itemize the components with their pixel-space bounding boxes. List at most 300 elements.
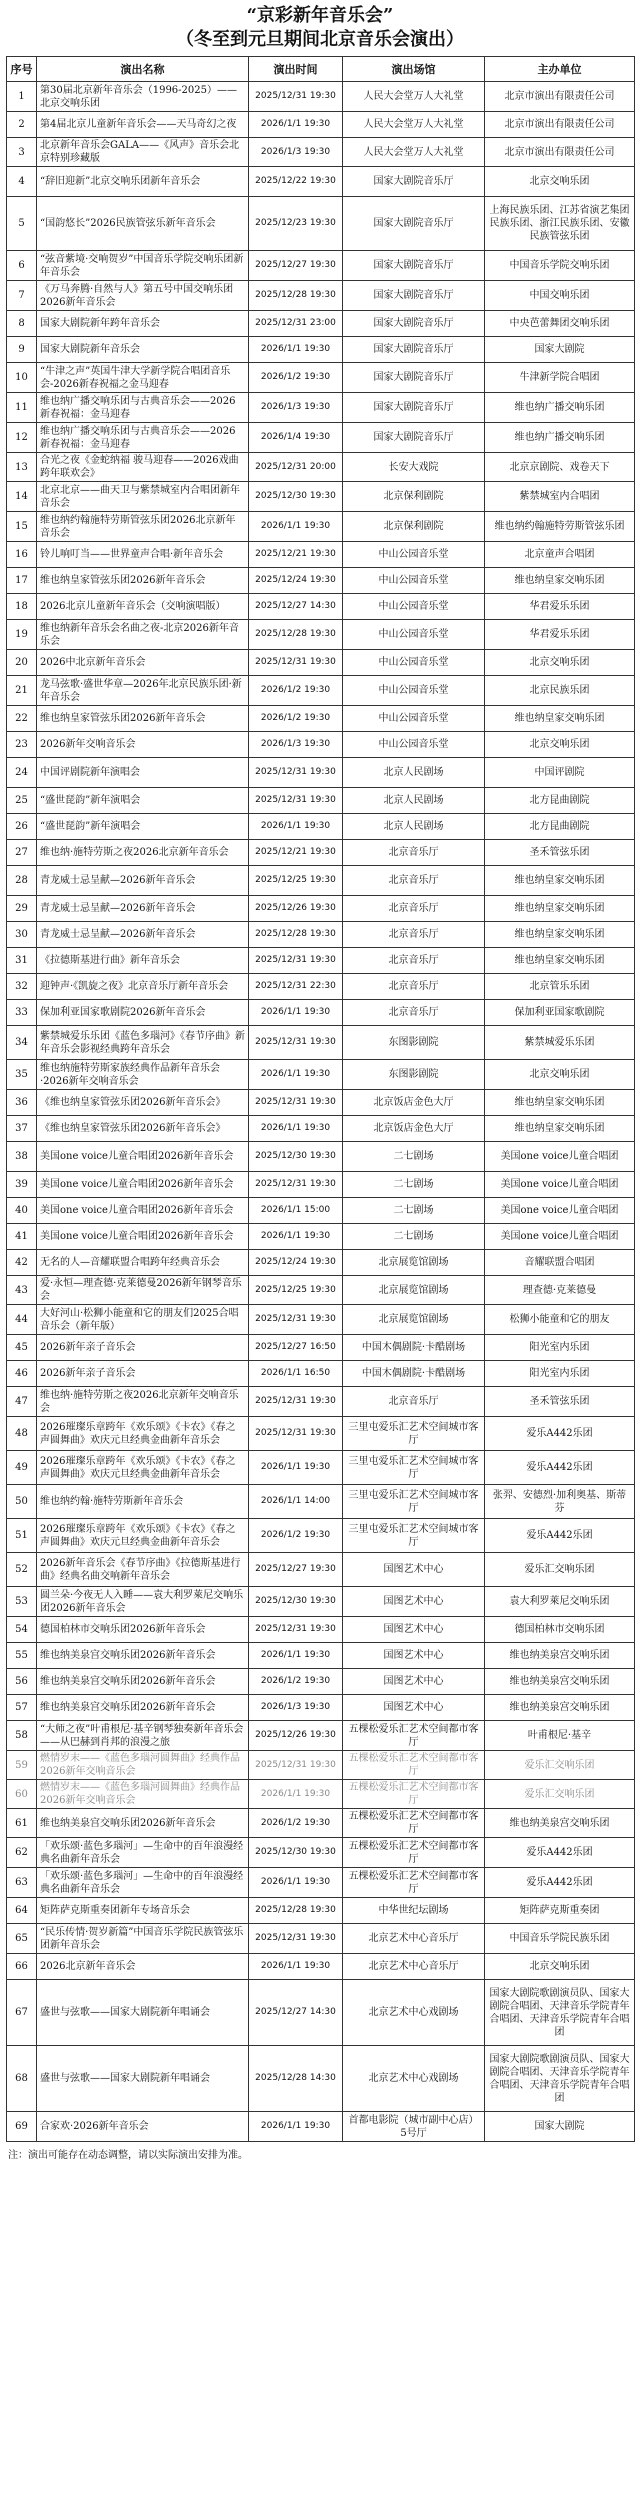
row-number: 32 [7, 974, 37, 1000]
concert-name: 2026北京新年音乐会 [37, 1954, 249, 1980]
table-row [7, 197, 635, 251]
table-row [7, 1060, 635, 1090]
concert-venue: 五棵松爱乐汇艺术空间都市客厅 [343, 1838, 485, 1868]
concert-host: 保加利亚国家歌剧院 [485, 1000, 635, 1026]
table-row [7, 1305, 635, 1335]
concert-host: 北京交响乐团 [485, 732, 635, 758]
row-number: 52 [7, 1553, 37, 1587]
concert-venue: 三里屯爱乐汇艺术空间城市客厅 [343, 1417, 485, 1451]
concert-time: 2026/1/2 19:30 [249, 1669, 343, 1695]
concert-time: 2025/12/28 19:30 [249, 1898, 343, 1924]
concert-name: 2026新年音乐会《春节序曲》《拉德斯基进行曲》经典名曲交响新年音乐会 [37, 1553, 249, 1587]
row-number: 59 [7, 1751, 37, 1780]
document-title [0, 0, 640, 56]
table-row [7, 167, 635, 197]
concert-name: “盛世琵韵”新年演唱会 [37, 814, 249, 840]
row-number: 69 [7, 2112, 37, 2142]
table-row [7, 706, 635, 732]
concert-name: 维也纳·施特劳斯之夜2026北京新年音乐会 [37, 840, 249, 866]
concert-host: 美国one voice儿童合唱团 [485, 1224, 635, 1250]
concert-host: 维也纳皇家交响乐团 [485, 706, 635, 732]
concert-name: “国韵悠长”2026民族管弦乐新年音乐会 [37, 197, 249, 251]
concert-venue: 二七剧场 [343, 1198, 485, 1224]
concert-time: 2025/12/31 19:30 [249, 1417, 343, 1451]
table-row [7, 1809, 635, 1838]
concert-venue: 国图艺术中心 [343, 1643, 485, 1669]
col-header-name: 演出名称 [37, 57, 249, 82]
concert-venue: 北京艺术中心音乐厅 [343, 1924, 485, 1954]
concert-name: 国家大剧院新年音乐会 [37, 337, 249, 363]
row-number: 33 [7, 1000, 37, 1026]
concert-host: 维也纳广播交响乐团 [485, 423, 635, 453]
concert-name: 第30届北京新年音乐会（1996-2025）——北京交响乐团 [37, 82, 249, 112]
row-number: 49 [7, 1451, 37, 1485]
table-row [7, 1387, 635, 1417]
concert-host: 圣禾管弦乐团 [485, 1387, 635, 1417]
row-number: 47 [7, 1387, 37, 1417]
concert-name: 「欢乐颂·蓝色多瑙河」—生命中的百年浪漫经典名曲新年音乐会 [37, 1868, 249, 1898]
concert-time: 2026/1/1 19:30 [249, 2112, 343, 2142]
concert-venue: 首都电影院（城市副中心店）5号厅 [343, 2112, 485, 2142]
concert-venue: 三里屯爱乐汇艺术空间城市客厅 [343, 1451, 485, 1485]
concert-time: 2025/12/28 19:30 [249, 620, 343, 650]
concert-venue: 北京人民剧场 [343, 758, 485, 788]
concert-host: 北京童声合唱团 [485, 542, 635, 568]
concert-host: 袁大利罗萊尼交响乐团 [485, 1587, 635, 1617]
concert-time: 2025/12/26 19:30 [249, 896, 343, 922]
table-row [7, 2046, 635, 2112]
concert-name: 中国评剧院新年演唱会 [37, 758, 249, 788]
table-row [7, 1026, 635, 1060]
concert-venue: 北京人民剧场 [343, 814, 485, 840]
row-number: 21 [7, 676, 37, 706]
row-number: 17 [7, 568, 37, 594]
row-number: 43 [7, 1276, 37, 1305]
concert-name: 美国one voice儿童合唱团2026新年音乐会 [37, 1172, 249, 1198]
row-number: 4 [7, 167, 37, 197]
concert-host: 北京市演出有限责任公司 [485, 138, 635, 167]
row-number: 5 [7, 197, 37, 251]
concert-venue: 中山公园音乐堂 [343, 706, 485, 732]
concert-host: 国家大剧院 [485, 2112, 635, 2142]
row-number: 7 [7, 281, 37, 311]
concert-host: 维也纳美泉宫交响乐团 [485, 1643, 635, 1669]
concert-time: 2025/12/31 23:00 [249, 311, 343, 337]
concert-time: 2025/12/27 14:30 [249, 594, 343, 620]
row-number: 38 [7, 1142, 37, 1172]
concert-host: 维也纳皇家交响乐团 [485, 1116, 635, 1142]
concert-host: 音耀联盟合唱团 [485, 1250, 635, 1276]
concert-host: 北方昆曲剧院 [485, 788, 635, 814]
concert-name: 龙马弦歌·盛世华章—2026年北京民族乐团·新年音乐会 [37, 676, 249, 706]
concert-time: 2026/1/1 15:00 [249, 1198, 343, 1224]
row-number: 26 [7, 814, 37, 840]
row-number: 56 [7, 1669, 37, 1695]
concert-time: 2025/12/22 19:30 [249, 167, 343, 197]
row-number: 2 [7, 112, 37, 138]
concert-name: 2026新年亲子音乐会 [37, 1361, 249, 1387]
table-row [7, 814, 635, 840]
concert-name: 维也纳广播交响乐团与古典音乐会——2026新春祝福：金马迎春 [37, 393, 249, 423]
concert-host: 牛津新学院合唱团 [485, 363, 635, 393]
concert-venue: 中山公园音乐堂 [343, 676, 485, 706]
concert-name: 2026新年交响音乐会 [37, 732, 249, 758]
concert-name: 「欢乐颂·蓝色多瑙河」—生命中的百年浪漫经典名曲新年音乐会 [37, 1838, 249, 1868]
table-row [7, 866, 635, 896]
concert-name: 青龙威士忌呈献—2026新年音乐会 [37, 922, 249, 948]
concert-time: 2025/12/26 19:30 [249, 1721, 343, 1751]
concert-name: 盛世与弦歌——国家大剧院新年唱诵会 [37, 2046, 249, 2112]
concert-time: 2026/1/1 19:30 [249, 1868, 343, 1898]
table-row [7, 82, 635, 112]
concert-name: 《万马奔腾·自然与人》第五号中国交响乐团2026新年音乐会 [37, 281, 249, 311]
concert-time: 2025/12/30 19:30 [249, 1587, 343, 1617]
row-number: 64 [7, 1898, 37, 1924]
concert-name: 维也纳新年音乐会名曲之夜-北京2026新年音乐会 [37, 620, 249, 650]
concert-venue: 国家大剧院音乐厅 [343, 311, 485, 337]
concert-host: 紫禁城爱乐乐团 [485, 1026, 635, 1060]
concert-venue: 国家大剧院音乐厅 [343, 281, 485, 311]
row-number: 55 [7, 1643, 37, 1669]
concert-name: “弦音紫境·交响贺岁”中国音乐学院交响乐团新年音乐会 [37, 251, 249, 281]
concert-time: 2025/12/21 19:30 [249, 840, 343, 866]
concert-time: 2025/12/30 19:30 [249, 1142, 343, 1172]
row-number: 19 [7, 620, 37, 650]
row-number: 61 [7, 1809, 37, 1838]
row-number: 18 [7, 594, 37, 620]
row-number: 3 [7, 138, 37, 167]
table-row [7, 1198, 635, 1224]
concert-host: 爱乐A442乐团 [485, 1519, 635, 1553]
table-row [7, 482, 635, 512]
concert-name: 爱·永恒—理查德·克莱德曼2026新年钢琴音乐会 [37, 1276, 249, 1305]
concert-name: “辞旧迎新”北京交响乐团新年音乐会 [37, 167, 249, 197]
concert-venue: 北京艺术中心戏剧场 [343, 1980, 485, 2046]
concert-time: 2025/12/27 19:30 [249, 1553, 343, 1587]
concert-venue: 北京音乐厅 [343, 840, 485, 866]
row-number: 41 [7, 1224, 37, 1250]
concert-name: “民乐传情·贺岁新篇”中国音乐学院民族管弦乐团新年音乐会 [37, 1924, 249, 1954]
table-row [7, 112, 635, 138]
concert-time: 2026/1/1 19:30 [249, 1451, 343, 1485]
table-row [7, 620, 635, 650]
concert-time: 2026/1/1 19:30 [249, 1643, 343, 1669]
concert-host: 北京管乐乐团 [485, 974, 635, 1000]
row-number: 6 [7, 251, 37, 281]
concert-venue: 中华世纪坛剧场 [343, 1898, 485, 1924]
concert-time: 2026/1/1 19:30 [249, 1060, 343, 1090]
concert-venue: 二七剧场 [343, 1224, 485, 1250]
table-row [7, 922, 635, 948]
concert-venue: 北京保利剧院 [343, 482, 485, 512]
concert-host: 中国评剧院 [485, 758, 635, 788]
concert-host: 矩阵萨克斯重奏团 [485, 1898, 635, 1924]
concert-venue: 国图艺术中心 [343, 1587, 485, 1617]
row-number: 65 [7, 1924, 37, 1954]
concert-time: 2026/1/1 19:30 [249, 512, 343, 542]
table-row [7, 251, 635, 281]
concert-name: “大师之夜”叶甫根尼·基辛钢琴独奏新年音乐会——从巴赫到肖邦的浪漫之旅 [37, 1721, 249, 1751]
concert-name: 紫禁城爱乐乐团《蓝色多瑙河》《春节序曲》新年音乐会影视经典跨年音乐会 [37, 1026, 249, 1060]
concert-host: 维也纳皇家交响乐团 [485, 568, 635, 594]
concert-venue: 三里屯爱乐汇艺术空间城市客厅 [343, 1485, 485, 1519]
concert-name: 盛世与弦歌——国家大剧院新年唱诵会 [37, 1980, 249, 2046]
table-row [7, 1519, 635, 1553]
concert-name: 燃情岁末——《蓝色多瑙河圆舞曲》经典作品2026新年交响音乐会 [37, 1780, 249, 1809]
table-row [7, 1751, 635, 1780]
table-row [7, 363, 635, 393]
row-number: 67 [7, 1980, 37, 2046]
concert-time: 2025/12/30 19:30 [249, 1838, 343, 1868]
table-row [7, 1116, 635, 1142]
table-row [7, 594, 635, 620]
concert-name: 维也纳约翰·施特劳斯新年音乐会 [37, 1485, 249, 1519]
concert-time: 2025/12/21 19:30 [249, 542, 343, 568]
concert-venue: 国家大剧院音乐厅 [343, 363, 485, 393]
row-number: 34 [7, 1026, 37, 1060]
concert-name: 德国柏林市交响乐团2026新年音乐会 [37, 1617, 249, 1643]
concert-name: 迎钟声·《凯旋之夜》北京音乐厅新年音乐会 [37, 974, 249, 1000]
row-number: 36 [7, 1090, 37, 1116]
concert-name: “盛世琵韵”新年演唱会 [37, 788, 249, 814]
concert-time: 2025/12/28 14:30 [249, 2046, 343, 2112]
table-row [7, 1838, 635, 1868]
concert-venue: 北京艺术中心音乐厅 [343, 1954, 485, 1980]
table-row [7, 1250, 635, 1276]
concert-name: 维也纳约翰施特劳斯管弦乐团2026北京新年音乐会 [37, 512, 249, 542]
concert-venue: 北京展览馆剧场 [343, 1305, 485, 1335]
table-row [7, 1335, 635, 1361]
concert-name: 维也纳美泉宫交响乐团2026新年音乐会 [37, 1643, 249, 1669]
concert-name: 燃情岁末——《蓝色多瑙河圆舞曲》经典作品2026新年交响音乐会 [37, 1751, 249, 1780]
concert-name: 维也纳广播交响乐团与古典音乐会——2026新春祝福：金马迎春 [37, 423, 249, 453]
row-number: 11 [7, 393, 37, 423]
row-number: 28 [7, 866, 37, 896]
concert-venue: 国图艺术中心 [343, 1695, 485, 1721]
row-number: 23 [7, 732, 37, 758]
concert-host: 维也纳美泉宫交响乐团 [485, 1669, 635, 1695]
concert-time: 2025/12/28 19:30 [249, 281, 343, 311]
concert-venue: 中山公园音乐堂 [343, 542, 485, 568]
table-row [7, 1224, 635, 1250]
concert-host: 阳光室内乐团 [485, 1335, 635, 1361]
table-row [7, 788, 635, 814]
concert-time: 2026/1/2 19:30 [249, 1519, 343, 1553]
concert-host: 圣禾管弦乐团 [485, 840, 635, 866]
concert-venue: 北京音乐厅 [343, 1000, 485, 1026]
row-number: 44 [7, 1305, 37, 1335]
table-row [7, 138, 635, 167]
table-row [7, 423, 635, 453]
row-number: 16 [7, 542, 37, 568]
table-row [7, 1721, 635, 1751]
concert-venue: 北京保利剧院 [343, 512, 485, 542]
concert-time: 2025/12/27 16:50 [249, 1335, 343, 1361]
table-row [7, 1417, 635, 1451]
concert-venue: 二七剧场 [343, 1172, 485, 1198]
concert-time: 2026/1/3 19:30 [249, 138, 343, 167]
row-number: 14 [7, 482, 37, 512]
concert-time: 2026/1/1 19:30 [249, 814, 343, 840]
row-number: 13 [7, 453, 37, 482]
concert-time: 2025/12/31 19:30 [249, 1026, 343, 1060]
concert-host: 华君爱乐乐团 [485, 620, 635, 650]
table-row [7, 1954, 635, 1980]
concert-name: 国家大剧院新年跨年音乐会 [37, 311, 249, 337]
concert-venue: 中山公园音乐堂 [343, 594, 485, 620]
table-row [7, 974, 635, 1000]
concert-venue: 北京人民剧场 [343, 788, 485, 814]
concert-name: 北京新年音乐会GALA——《风声》音乐会北京特别珍藏版 [37, 138, 249, 167]
concert-host: 维也纳皇家交响乐团 [485, 922, 635, 948]
concert-venue: 五棵松爱乐汇艺术空间都市客厅 [343, 1809, 485, 1838]
concert-venue: 中山公园音乐堂 [343, 568, 485, 594]
table-row [7, 1276, 635, 1305]
concert-table [6, 56, 635, 2142]
concert-venue: 长安大戏院 [343, 453, 485, 482]
concert-name: 大好河山·松狮小能童和它的朋友们2025合唱音乐会（新年版） [37, 1305, 249, 1335]
concert-time: 2026/1/1 19:30 [249, 112, 343, 138]
concert-name: 维也纳美泉宫交响乐团2026新年音乐会 [37, 1669, 249, 1695]
concert-name: 青龙威士忌呈献—2026新年音乐会 [37, 866, 249, 896]
concert-venue: 中山公园音乐堂 [343, 620, 485, 650]
concert-name: 2026璀璨乐章跨年《欢乐颂》《卡农》《春之声圆舞曲》欢庆元旦经典金曲新年音乐会 [37, 1519, 249, 1553]
table-row [7, 1898, 635, 1924]
concert-host: 爱乐汇交响乐团 [485, 1751, 635, 1780]
concert-time: 2025/12/31 19:30 [249, 948, 343, 974]
table-row [7, 1643, 635, 1669]
concert-venue: 北京音乐厅 [343, 896, 485, 922]
row-number: 29 [7, 896, 37, 922]
table-row [7, 1924, 635, 1954]
row-number: 50 [7, 1485, 37, 1519]
concert-venue: 国家大剧院音乐厅 [343, 337, 485, 363]
table-row [7, 1361, 635, 1387]
concert-host: 紫禁城室内合唱团 [485, 482, 635, 512]
concert-venue: 五棵松爱乐汇艺术空间都市客厅 [343, 1721, 485, 1751]
concert-venue: 中山公园音乐堂 [343, 650, 485, 676]
concert-host: 北京市演出有限责任公司 [485, 82, 635, 112]
concert-venue: 北京音乐厅 [343, 948, 485, 974]
concert-time: 2026/1/3 19:30 [249, 1695, 343, 1721]
concert-venue: 中山公园音乐堂 [343, 732, 485, 758]
concert-host: 国家大剧院歌剧演员队、国家大剧院合唱团、天津音乐学院青年合唱团、天津音乐学院青年合唱团 [485, 2046, 635, 2112]
footnote: 注：演出可能存在动态调整，请以实际演出安排为准。 [8, 2150, 248, 2161]
concert-host: 维也纳美泉宫交响乐团 [485, 1695, 635, 1721]
table-row [7, 453, 635, 482]
concert-host: 爱乐A442乐团 [485, 1868, 635, 1898]
table-row [7, 2112, 635, 2142]
concert-name: 《拉德斯基进行曲》新年音乐会 [37, 948, 249, 974]
concert-host: 北京市演出有限责任公司 [485, 112, 635, 138]
col-header-time: 演出时间 [249, 57, 343, 82]
concert-name: 2026新年亲子音乐会 [37, 1335, 249, 1361]
concert-venue: 中国木偶剧院·卡酷剧场 [343, 1335, 485, 1361]
row-number: 12 [7, 423, 37, 453]
concert-venue: 北京音乐厅 [343, 866, 485, 896]
row-number: 39 [7, 1172, 37, 1198]
concert-name: 《维也纳皇家管弦乐团2026新年音乐会》 [37, 1090, 249, 1116]
concert-host: 北京交响乐团 [485, 1954, 635, 1980]
concert-time: 2025/12/31 22:30 [249, 974, 343, 1000]
concert-host: 维也纳美泉宫交响乐团 [485, 1809, 635, 1838]
concert-host: 维也纳皇家交响乐团 [485, 896, 635, 922]
concert-time: 2025/12/31 19:30 [249, 1172, 343, 1198]
concert-time: 2026/1/3 19:30 [249, 732, 343, 758]
concert-name: 2026璀璨乐章跨年《欢乐颂》《卡农》《春之声圆舞曲》欢庆元旦经典金曲新年音乐会 [37, 1451, 249, 1485]
table-row [7, 1485, 635, 1519]
row-number: 40 [7, 1198, 37, 1224]
concert-venue: 国图艺术中心 [343, 1617, 485, 1643]
concert-time: 2026/1/1 19:30 [249, 1116, 343, 1142]
concert-name: 2026中北京新年音乐会 [37, 650, 249, 676]
table-row [7, 1669, 635, 1695]
concert-venue: 东图影剧院 [343, 1060, 485, 1090]
concert-time: 2025/12/24 19:30 [249, 568, 343, 594]
concert-venue: 东图影剧院 [343, 1026, 485, 1060]
table-row [7, 948, 635, 974]
concert-host: 中国音乐学院民族乐团 [485, 1924, 635, 1954]
concert-venue: 北京饭店金色大厅 [343, 1116, 485, 1142]
concert-name: 美国one voice儿童合唱团2026新年音乐会 [37, 1142, 249, 1172]
table-row [7, 337, 635, 363]
row-number: 1 [7, 82, 37, 112]
table-row [7, 1090, 635, 1116]
concert-time: 2025/12/24 19:30 [249, 1250, 343, 1276]
table-row [7, 840, 635, 866]
table-row [7, 512, 635, 542]
concert-venue: 北京音乐厅 [343, 1387, 485, 1417]
concert-name: 维也纳施特劳斯家族经典作品新年音乐会·2026新年交响音乐会 [37, 1060, 249, 1090]
concert-host: 北京交响乐团 [485, 1060, 635, 1090]
concert-time: 2025/12/31 19:30 [249, 1090, 343, 1116]
row-number: 30 [7, 922, 37, 948]
concert-name: 《维也纳皇家管弦乐团2026新年音乐会》 [37, 1116, 249, 1142]
concert-name: 维也纳美泉宫交响乐团2026新年音乐会 [37, 1809, 249, 1838]
concert-host: 维也纳约翰施特劳斯管弦乐团 [485, 512, 635, 542]
table-row [7, 311, 635, 337]
table-row [7, 1000, 635, 1026]
concert-venue: 北京展览馆剧场 [343, 1276, 485, 1305]
concert-venue: 北京展览馆剧场 [343, 1250, 485, 1276]
concert-time: 2026/1/1 19:30 [249, 1224, 343, 1250]
concert-time: 2026/1/4 19:30 [249, 423, 343, 453]
table-row [7, 650, 635, 676]
concert-host: 美国one voice儿童合唱团 [485, 1172, 635, 1198]
row-number: 31 [7, 948, 37, 974]
concert-time: 2025/12/31 19:30 [249, 1387, 343, 1417]
concert-host: 爱乐A442乐团 [485, 1417, 635, 1451]
table-row [7, 1587, 635, 1617]
table-row [7, 1142, 635, 1172]
row-number: 25 [7, 788, 37, 814]
concert-time: 2025/12/31 19:30 [249, 1924, 343, 1954]
concert-host: 美国one voice儿童合唱团 [485, 1198, 635, 1224]
row-number: 27 [7, 840, 37, 866]
concert-host: 爱乐汇交响乐团 [485, 1553, 635, 1587]
concert-time: 2026/1/1 19:30 [249, 337, 343, 363]
row-number: 66 [7, 1954, 37, 1980]
table-row [7, 676, 635, 706]
concert-host: 阳光室内乐团 [485, 1361, 635, 1387]
table-row [7, 1868, 635, 1898]
table-row [7, 568, 635, 594]
concert-host: 维也纳皇家交响乐团 [485, 1090, 635, 1116]
row-number: 60 [7, 1780, 37, 1809]
concert-name: 合光之夜《金蛇纳福 骏马迎春——2026戏曲跨年联欢会》 [37, 453, 249, 482]
concert-host: 国家大剧院 [485, 337, 635, 363]
concert-time: 2025/12/30 19:30 [249, 482, 343, 512]
